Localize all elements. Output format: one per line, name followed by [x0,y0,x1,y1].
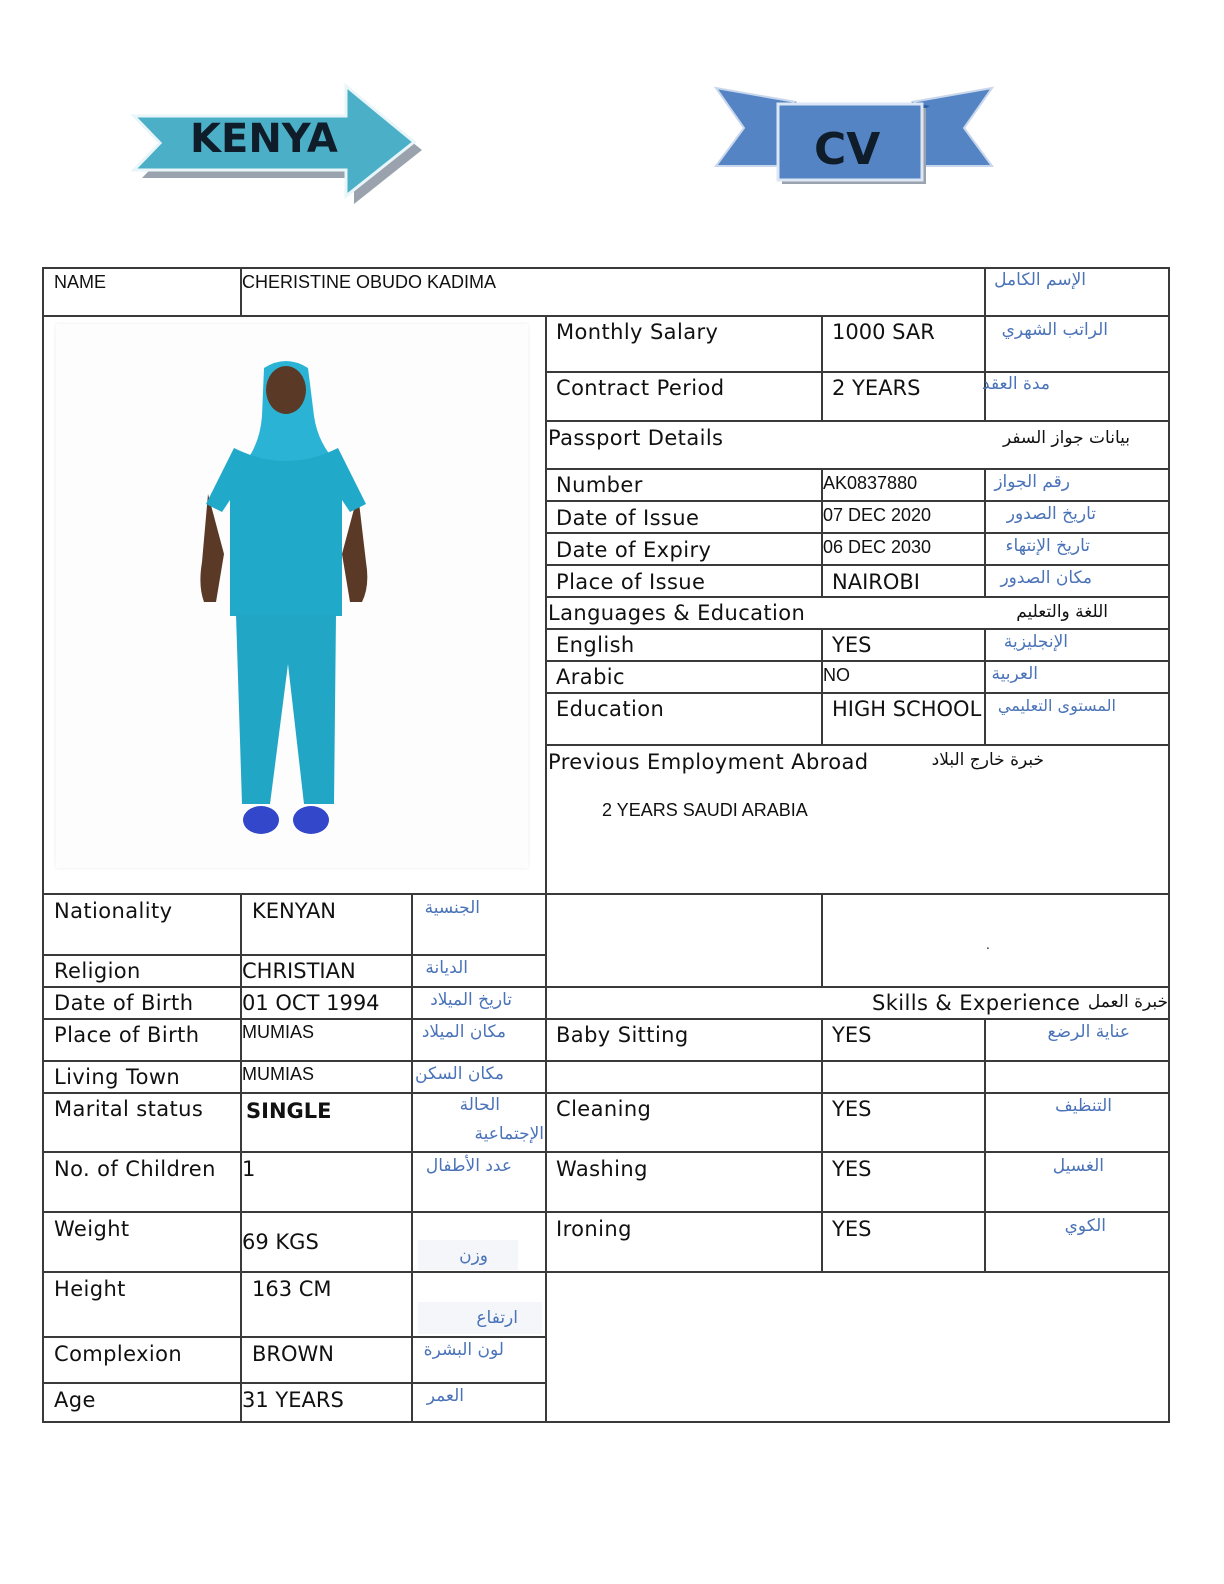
weight-label: Weight [54,1217,130,1241]
ironing-label: Ironing [556,1217,632,1241]
languages-title-ar: اللغة والتعليم [1016,602,1108,622]
employment-title-ar: خبرة خارج البلاد [931,750,1044,770]
age-ar: العمر [426,1386,464,1406]
religion-ar: الديانة [425,958,468,978]
skills-title: Skills & Experience [872,991,1081,1015]
children-label: No. of Children [54,1157,216,1181]
dob-ar: تاريخ الميلاد [430,990,512,1010]
pob-label: Place of Birth [54,1023,200,1047]
living-town-value: MUMIAS [242,1064,314,1084]
kenya-banner-text: KENYA [190,116,338,162]
pob-ar: مكان الميلاد [421,1022,506,1042]
passport-title: Passport Details [548,426,724,450]
ironing-ar: الكوي [1064,1216,1106,1236]
arabic-value: NO [823,665,850,685]
period-label-ar: مدة العقد [982,374,1050,394]
salary-label-ar: الراتب الشهري [1001,320,1108,340]
washing-ar: الغسيل [1052,1156,1104,1176]
marital-ar-line1: الحالة [459,1095,500,1115]
age-value: 31 YEARS [242,1388,344,1412]
living-town-label: Living Town [54,1065,181,1089]
passport-number-label: Number [556,473,643,497]
passport-place-value: NAIROBI [832,570,920,594]
complexion-label: Complexion [54,1342,183,1366]
pob-value: MUMIAS [242,1022,314,1042]
passport-place-ar: مكان الصدور [1000,568,1092,588]
employment-title: Previous Employment Abroad [548,750,869,774]
salary-value: 1000 SAR [832,320,935,344]
passport-place-label: Place of Issue [556,570,706,594]
empty-cell-dot: . [986,938,990,952]
period-label: Contract Period [556,376,725,400]
arabic-label: Arabic [556,665,625,689]
passport-issue-ar: تاريخ الصدور [1006,504,1096,524]
nationality-value: KENYAN [252,899,337,923]
height-value: 163 CM [252,1277,332,1301]
salary-label: Monthly Salary [556,320,719,344]
name-label: NAME [54,272,107,292]
religion-value: CHRISTIAN [242,959,356,983]
cleaning-value: YES [832,1097,872,1121]
english-ar: الإنجليزية [1003,632,1068,652]
person-photo-icon [56,324,528,868]
passport-title-ar: بيانات جواز السفر [1002,428,1130,448]
cleaning-label: Cleaning [556,1097,652,1121]
marital-ar-line2: الإجتماعية [474,1124,544,1144]
nationality-ar: الجنسية [424,898,480,918]
living-town-ar: مكان السكن [415,1064,504,1084]
baby-sitting-ar: عناية الرضع [1047,1022,1130,1042]
passport-expiry-ar: تاريخ الإنتهاء [1005,536,1090,556]
weight-ar: وزن [459,1246,488,1266]
arabic-ar: العربية [991,664,1038,684]
nationality-label: Nationality [54,899,173,923]
weight-value: 69 KGS [242,1230,319,1254]
cleaning-ar: التنظيف [1055,1096,1112,1116]
dob-value: 01 OCT 1994 [242,991,380,1015]
period-value: 2 YEARS [832,376,921,400]
languages-title: Languages & Education [548,601,806,625]
baby-sitting-label: Baby Sitting [556,1023,689,1047]
name-value: CHERISTINE OBUDO KADIMA [242,272,497,292]
height-label: Height [54,1277,126,1301]
education-value: HIGH SCHOOL [832,697,982,721]
employment-detail: 2 YEARS SAUDI ARABIA [602,800,808,820]
washing-label: Washing [556,1157,648,1181]
children-ar: عدد الأطفال [425,1156,512,1176]
washing-value: YES [832,1157,872,1181]
candidate-photo [56,324,528,868]
dob-label: Date of Birth [54,991,194,1015]
age-label: Age [54,1388,96,1412]
height-ar: ارتفاع [476,1308,518,1328]
children-value: 1 [242,1157,256,1181]
education-label: Education [556,697,665,721]
passport-issue-label: Date of Issue [556,506,700,530]
baby-sitting-value: YES [832,1023,872,1047]
passport-expiry-value: 06 DEC 2030 [823,537,932,557]
english-value: YES [832,633,872,657]
passport-number-value: AK0837880 [823,473,918,493]
cv-banner-text: CV [814,124,881,175]
english-label: English [556,633,635,657]
passport-expiry-label: Date of Expiry [556,538,712,562]
religion-label: Religion [54,959,141,983]
name-label-ar: الإسم الكامل [994,270,1086,290]
ironing-value: YES [832,1217,872,1241]
skills-title-ar: خبرة العمل [1087,992,1168,1012]
passport-issue-value: 07 DEC 2020 [823,505,932,525]
complexion-value: BROWN [252,1342,335,1366]
education-ar: المستوى التعليمي [997,696,1116,715]
marital-label: Marital status [54,1097,204,1121]
passport-number-ar: رقم الجواز [994,472,1070,492]
complexion-ar: لون البشرة [423,1340,504,1360]
marital-value: SINGLE [246,1099,332,1123]
